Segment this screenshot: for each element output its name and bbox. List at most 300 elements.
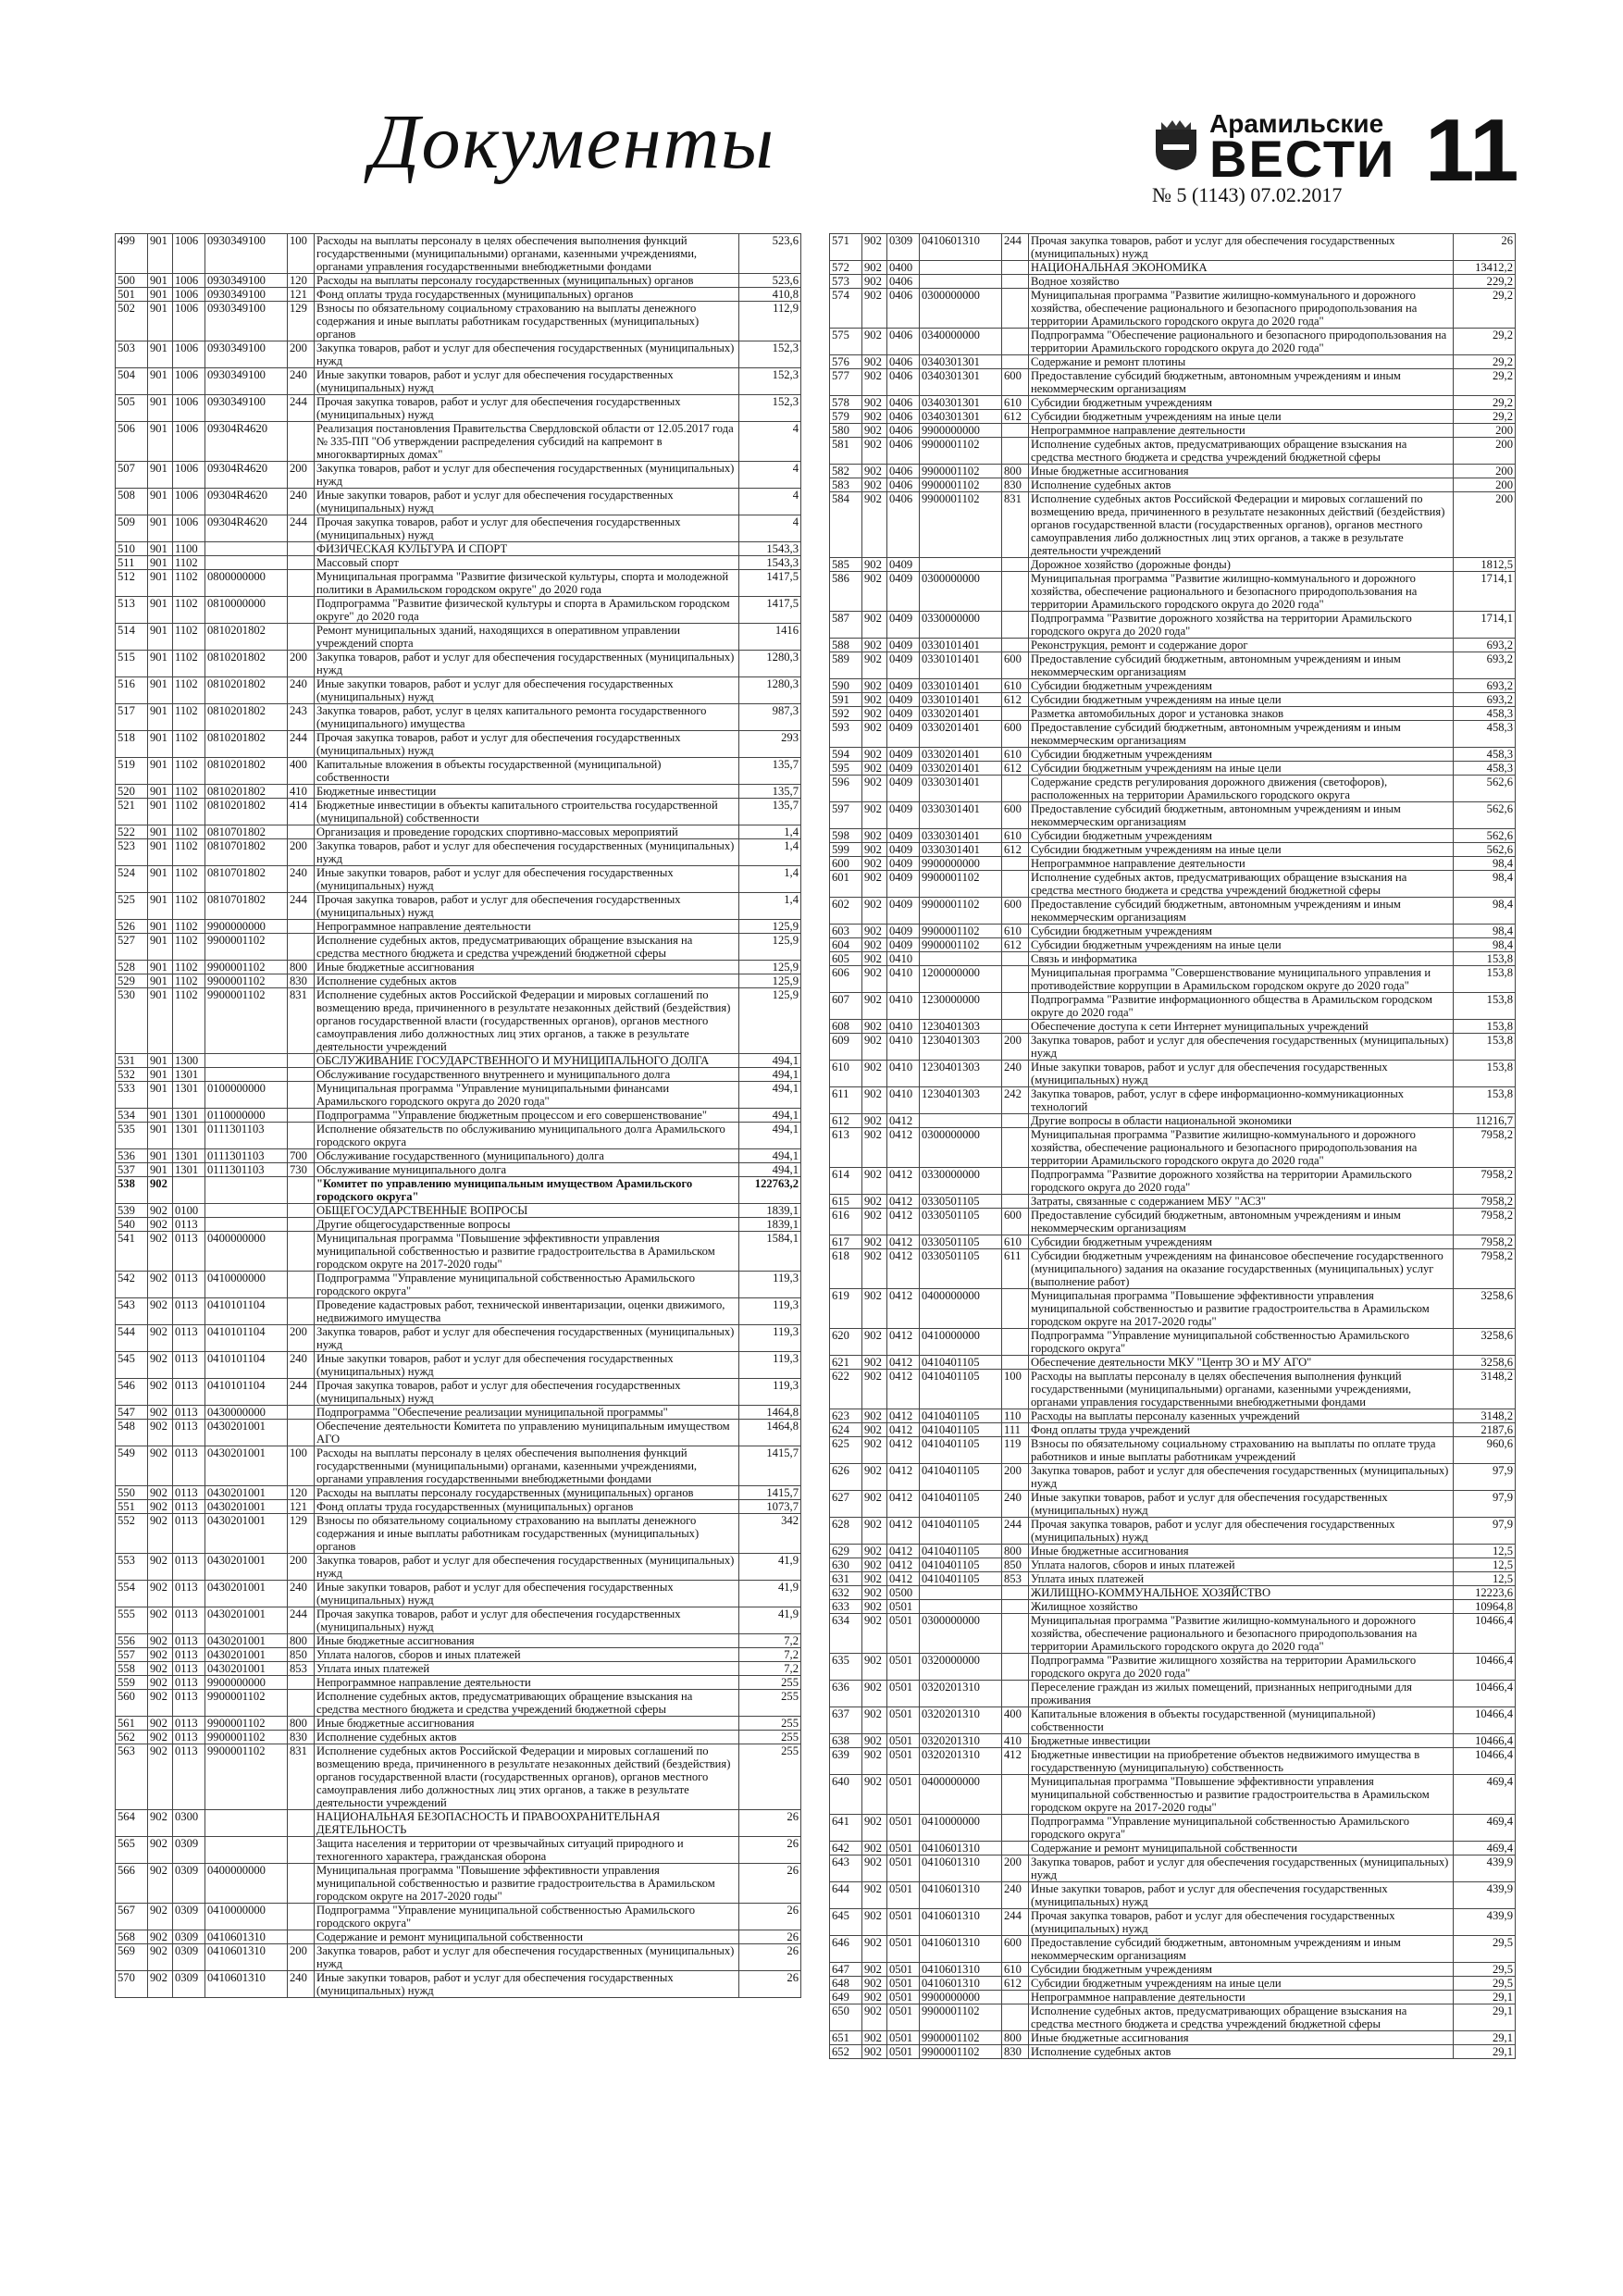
admin-code: 902 [862,1114,887,1128]
admin-code: 901 [148,624,173,651]
target-code: 0330000000 [920,612,1002,639]
target-code: 0430201001 [205,1486,288,1500]
row-amount: 1,4 [739,825,801,839]
expense-type-code [1002,1654,1029,1681]
expense-type-code: 200 [288,651,315,677]
admin-code: 902 [862,1600,887,1614]
row-amount: 29,1 [1454,2004,1516,2031]
admin-code: 901 [148,799,173,825]
row-description: Прочая закупка товаров, работ и услуг для обеспечения государственных (муниципальных) нужд [315,395,739,422]
section-code: 1006 [173,234,205,274]
target-code: 0430201001 [205,1662,288,1676]
table-row [830,925,1516,938]
row-description: Непрограммное направление деятельности [1029,1991,1454,2004]
table-row [116,624,801,651]
row-amount: 29,1 [1454,2031,1516,2045]
row-number: 581 [830,438,862,465]
row-number: 539 [116,1204,148,1218]
row-description: Муниципальная программа "Развитие жилищно-коммунального и дорожного хозяйства, обеспечение рационального и безопасного природопользования на территории Арамильского городского округа до 2020 года" [1029,1128,1454,1168]
row-number: 572 [830,261,862,275]
table-row [830,1842,1516,1855]
target-code: 9900001102 [920,478,1002,492]
table-row [116,1904,801,1930]
row-description: Прочая закупка товаров, работ и услуг для обеспечения государственных (муниципальных) нужд [1029,1518,1454,1545]
row-number: 627 [830,1491,862,1518]
target-code: 0410401105 [920,1464,1002,1491]
table-row [830,1775,1516,1815]
target-code: 9900001102 [920,465,1002,478]
table-row [116,570,801,597]
target-code: 0930349100 [205,395,288,422]
table-row [116,1810,801,1837]
row-amount: 469,4 [1454,1775,1516,1815]
row-number: 621 [830,1356,862,1370]
admin-code: 901 [148,974,173,988]
row-number: 547 [116,1406,148,1420]
row-number: 571 [830,234,862,261]
row-amount: 10466,4 [1454,1707,1516,1734]
row-description: Иные бюджетные ассигнования [315,961,739,974]
row-description: Бюджетные инвестиции в объекты капитального строительства государственной (муниципальной) собственности [315,799,739,825]
target-code: 0930349100 [205,234,288,274]
row-description: Исполнение судебных актов [315,1731,739,1744]
logo-title-main: ВЕСТИ [1209,130,1396,188]
admin-code: 902 [862,1815,887,1842]
row-number: 564 [116,1810,148,1837]
row-number: 533 [116,1082,148,1109]
row-description: Расходы на выплаты персоналу в целях обеспечения выполнения функций государственными (муниципальными) органами, казенными учреждениями, органами управления государственными внебюджетными фондами [315,1446,739,1486]
table-row [116,839,801,866]
admin-code: 901 [148,288,173,302]
row-number: 585 [830,558,862,572]
section-code: 1006 [173,515,205,542]
target-code [920,952,1002,966]
row-description: Субсидии бюджетным учреждениям [1029,679,1454,693]
row-amount: 7958,2 [1454,1209,1516,1235]
row-number: 544 [116,1325,148,1352]
admin-code: 902 [148,1446,173,1486]
row-number: 522 [116,825,148,839]
section-code: 1100 [173,542,205,556]
table-row [116,234,801,274]
table-row [116,1272,801,1298]
expense-type-code: 610 [1002,1235,1029,1249]
row-description: Подпрограмма "Управление муниципальной собственностью Арамильского городского округа" [1029,1329,1454,1356]
expense-type-code: 612 [1002,938,1029,952]
table-row [116,651,801,677]
row-amount: 458,3 [1454,721,1516,748]
admin-code: 902 [862,857,887,871]
section-code: 0113 [173,1406,205,1420]
row-amount: 26 [1454,234,1516,261]
admin-code: 901 [148,1149,173,1163]
row-amount: 153,8 [1454,1020,1516,1034]
row-description: Закупка товаров, работ и услуг для обеспечения государственных (муниципальных) нужд [315,1325,739,1352]
target-code: 0111301103 [205,1149,288,1163]
row-amount: 153,8 [1454,993,1516,1020]
target-code: 0930349100 [205,341,288,368]
admin-code: 901 [148,462,173,489]
admin-code: 901 [148,920,173,934]
admin-code: 902 [862,2045,887,2059]
section-code: 0410 [887,1034,920,1061]
table-row [830,707,1516,721]
section-code: 0309 [173,1971,205,1998]
table-row [116,1837,801,1864]
row-amount: 200 [1454,438,1516,465]
section-code: 0412 [887,1329,920,1356]
issue-info: № 5 (1143) 07.02.2017 [1152,183,1343,206]
section-code: 1301 [173,1082,205,1109]
row-number: 614 [830,1168,862,1195]
table-row [830,1437,1516,1464]
row-description: Другие вопросы в области национальной экономики [1029,1114,1454,1128]
table-row [116,866,801,893]
target-code: 0430000000 [205,1406,288,1420]
section-code: 0409 [887,898,920,925]
target-code: 0300000000 [920,1614,1002,1654]
expense-type-code [1002,1195,1029,1209]
row-description: Иные закупки товаров, работ и услуг для обеспечения государственных (муниципальных) нужд [315,1581,739,1607]
target-code: 0340301301 [920,396,1002,410]
section-code: 0501 [887,1882,920,1909]
table-row [116,677,801,704]
target-code [920,558,1002,572]
row-amount: 1417,5 [739,597,801,624]
row-amount: 29,2 [1454,355,1516,369]
table-row [830,572,1516,612]
table-row [830,2045,1516,2059]
section-code: 1006 [173,274,205,288]
table-row [116,1662,801,1676]
expense-type-code [288,934,315,961]
expense-type-code [1002,1114,1029,1128]
row-number: 586 [830,572,862,612]
row-description: Подпрограмма "Обеспечение рационального и безопасного природопользования на территории Арамильского городского округа до 2020 года" [1029,329,1454,355]
target-code: 0410601310 [205,1971,288,1998]
row-amount: 494,1 [739,1163,801,1177]
target-code: 0810000000 [205,597,288,624]
section-code: 0501 [887,1600,920,1614]
expense-type-code [1002,329,1029,355]
expense-type-code [288,624,315,651]
expense-type-code [1002,1991,1029,2004]
admin-code: 901 [148,1163,173,1177]
table-row [116,1514,801,1554]
table-row [830,261,1516,275]
row-description: Непрограммное направление деятельности [315,920,739,934]
table-row [116,961,801,974]
expense-type-code: 400 [1002,1707,1029,1734]
row-description: Фонд оплаты труда государственных (муниципальных) органов [315,288,739,302]
row-amount: 10466,4 [1454,1748,1516,1775]
row-amount: 494,1 [739,1109,801,1123]
target-code: 0330301401 [920,802,1002,829]
table-row [116,1971,801,1998]
row-amount: 29,2 [1454,396,1516,410]
table-row [116,462,801,489]
admin-code: 902 [148,1272,173,1298]
table-row [116,1379,801,1406]
row-amount: 135,7 [739,799,801,825]
target-code: 0410601310 [205,1944,288,1971]
target-code: 0330501105 [920,1195,1002,1209]
row-description: Затраты, связанные с содержанием МБУ "АСЗ" [1029,1195,1454,1209]
admin-code: 902 [862,1545,887,1558]
admin-code: 902 [862,410,887,424]
section-code: 1301 [173,1068,205,1082]
row-number: 537 [116,1163,148,1177]
row-description: Исполнение судебных актов, предусматривающих обращение взыскания на средства местного бюджета и средства учреждений бюджетной сферы [1029,871,1454,898]
expense-type-code: 830 [1002,2045,1029,2059]
expense-type-code: 853 [288,1662,315,1676]
target-code: 0930349100 [205,368,288,395]
row-number: 523 [116,839,148,866]
row-number: 588 [830,639,862,652]
admin-code: 902 [148,1731,173,1744]
table-row [116,1864,801,1904]
row-number: 535 [116,1123,148,1149]
table-row [830,1195,1516,1209]
section-code: 0409 [887,776,920,802]
row-amount: 3258,6 [1454,1289,1516,1329]
row-amount: 1839,1 [739,1218,801,1232]
table-row [830,478,1516,492]
row-description: Субсидии бюджетным учреждениям [1029,396,1454,410]
row-amount: 960,6 [1454,1437,1516,1464]
row-number: 500 [116,274,148,288]
row-description: Массовый спорт [315,556,739,570]
row-description: Непрограммное направление деятельности [1029,424,1454,438]
row-description: Муниципальная программа "Развитие жилищно-коммунального и дорожного хозяйства, обеспечение рационального и безопасного природопользования на территории Арамильского городского округа до 2020 года" [1029,289,1454,329]
row-number: 599 [830,843,862,857]
row-description: Субсидии бюджетным учреждениям [1029,748,1454,762]
admin-code: 901 [148,934,173,961]
admin-code: 902 [148,1406,173,1420]
row-number: 543 [116,1298,148,1325]
target-code: 9900001102 [920,438,1002,465]
target-code [205,1177,288,1204]
expense-type-code [288,1864,315,1904]
row-amount: 7,2 [739,1648,801,1662]
target-code: 0410401105 [920,1437,1002,1464]
row-number: 604 [830,938,862,952]
row-number: 499 [116,234,148,274]
admin-code: 902 [862,1558,887,1572]
expense-type-code: 612 [1002,693,1029,707]
expense-type-code: 850 [1002,1558,1029,1572]
row-number: 606 [830,966,862,993]
row-amount: 200 [1454,424,1516,438]
expense-type-code [1002,639,1029,652]
section-code: 0410 [887,966,920,993]
section-code: 0309 [173,1837,205,1864]
section-code: 0113 [173,1218,205,1232]
expense-type-code: 244 [288,1607,315,1634]
admin-code: 902 [862,748,887,762]
admin-code: 902 [148,1204,173,1218]
row-amount: 494,1 [739,1123,801,1149]
row-description: Подпрограмма "Управление муниципальной собственностью Арамильского городского округа" [315,1904,739,1930]
row-amount: 125,9 [739,934,801,961]
table-row [116,1486,801,1500]
expense-type-code: 831 [288,1744,315,1810]
row-number: 632 [830,1586,862,1600]
expense-type-code: 200 [1002,1464,1029,1491]
row-number: 557 [116,1648,148,1662]
table-row [830,1681,1516,1707]
row-amount: 523,6 [739,234,801,274]
row-amount: 439,9 [1454,1882,1516,1909]
row-description: Субсидии бюджетным учреждениям на иные цели [1029,843,1454,857]
expense-type-code [288,556,315,570]
expense-type-code [1002,871,1029,898]
row-amount: 26 [739,1971,801,1998]
row-amount: 1,4 [739,839,801,866]
target-code: 9900001102 [205,1717,288,1731]
target-code [205,1054,288,1068]
table-row [116,1068,801,1082]
row-number: 511 [116,556,148,570]
admin-code: 901 [148,839,173,866]
row-description: Иные закупки товаров, работ и услуг для обеспечения государственных (муниципальных) нужд [315,866,739,893]
row-number: 518 [116,731,148,758]
row-number: 634 [830,1614,862,1654]
target-code: 0110000000 [205,1109,288,1123]
target-code: 0400000000 [920,1775,1002,1815]
admin-code: 902 [148,1177,173,1204]
row-description: НАЦИОНАЛЬНАЯ ЭКОНОМИКА [1029,261,1454,275]
table-row [830,1600,1516,1614]
target-code: 9900001102 [920,938,1002,952]
admin-code: 902 [862,465,887,478]
row-number: 579 [830,410,862,424]
table-row [116,1298,801,1325]
row-number: 558 [116,1662,148,1676]
target-code: 1230401303 [920,1020,1002,1034]
row-description: Иные закупки товаров, работ и услуг для обеспечения государственных (муниципальных) нужд [1029,1882,1454,1909]
row-number: 625 [830,1437,862,1464]
table-row [830,721,1516,748]
table-row [830,558,1516,572]
section-code: 0409 [887,748,920,762]
row-description: Исполнение судебных актов Российской Федерации и мировых соглашений по возмещению вреда, причиненного в результате незаконных действий (бездействия) органов государственной власти (государственных органов), органов местного самоуправления либо должностных лиц этих органов, а также в результате деятельности учреждений [315,988,739,1054]
row-amount: 153,8 [1454,952,1516,966]
section-code: 0113 [173,1514,205,1554]
admin-code: 902 [862,1370,887,1409]
row-amount: 10964,8 [1454,1600,1516,1614]
table-row [830,966,1516,993]
table-row [830,1572,1516,1586]
row-description: Подпрограмма "Развитие физической культуры и спорта в Арамильском городском округе" до 2020 года [315,597,739,624]
target-code: 0330301401 [920,829,1002,843]
admin-code: 902 [862,993,887,1020]
target-code: 09304R4620 [205,515,288,542]
row-amount: 7958,2 [1454,1235,1516,1249]
expense-type-code: 119 [1002,1437,1029,1464]
target-code: 0410101104 [205,1379,288,1406]
table-row [830,410,1516,424]
admin-code: 901 [148,597,173,624]
row-number: 650 [830,2004,862,2031]
section-code: 0113 [173,1648,205,1662]
row-amount: 7958,2 [1454,1249,1516,1289]
section-code: 0501 [887,1815,920,1842]
table-row [830,1209,1516,1235]
table-row [116,1607,801,1634]
row-description: Ремонт муниципальных зданий, находящихся в оперативном управлении учреждений спорта [315,624,739,651]
row-amount: 26 [739,1930,801,1944]
row-amount: 122763,2 [739,1177,801,1204]
row-number: 574 [830,289,862,329]
row-description: Проведение кадастровых работ, технической инвентаризации, оценки движимого, недвижимого имущества [315,1298,739,1325]
expense-type-code [1002,2004,1029,2031]
expense-type-code: 121 [288,1500,315,1514]
section-code: 1006 [173,288,205,302]
target-code: 0300000000 [920,1128,1002,1168]
target-code: 0330501105 [920,1209,1002,1235]
admin-code: 902 [862,1356,887,1370]
row-description: Исполнение судебных актов [315,974,739,988]
row-amount: 125,9 [739,974,801,988]
row-number: 637 [830,1707,862,1734]
row-amount: 1415,7 [739,1486,801,1500]
row-description: Закупка товаров, работ, услуг в целях капитального ремонта государственного (муниципального) имущества [315,704,739,731]
expense-type-code [1002,776,1029,802]
target-code: 0330101401 [920,639,1002,652]
table-row [830,1128,1516,1168]
expense-type-code: 240 [288,1971,315,1998]
admin-code: 902 [862,966,887,993]
section-title: Документы [370,99,776,185]
table-row [116,1218,801,1232]
row-amount: 1073,7 [739,1500,801,1514]
row-number: 563 [116,1744,148,1810]
admin-code: 901 [148,515,173,542]
admin-code: 902 [862,1087,887,1114]
expense-type-code [288,1930,315,1944]
section-code: 1006 [173,422,205,462]
target-code: 0930349100 [205,288,288,302]
section-code: 1102 [173,974,205,988]
section-code: 0309 [887,234,920,261]
admin-code: 902 [862,2031,887,2045]
expense-type-code [1002,612,1029,639]
row-amount: 97,9 [1454,1518,1516,1545]
expense-type-code [288,597,315,624]
row-number: 590 [830,679,862,693]
expense-type-code: 244 [288,893,315,920]
table-row [830,492,1516,558]
section-code: 1006 [173,368,205,395]
row-amount: 3148,2 [1454,1409,1516,1423]
target-code: 0410401105 [920,1491,1002,1518]
target-code: 0340301301 [920,410,1002,424]
row-description: Подпрограмма "Развитие информационного общества в Арамильском городском округе до 2020 года" [1029,993,1454,1020]
target-code: 0330101401 [920,652,1002,679]
row-description: Бюджетные инвестиции [315,785,739,799]
row-description: Иные закупки товаров, работ и услуг для обеспечения государственных (муниципальных) нужд [315,1971,739,1998]
admin-code: 902 [862,438,887,465]
target-code: 0410601310 [920,1963,1002,1977]
expense-type-code: 240 [288,368,315,395]
section-code: 1102 [173,988,205,1054]
row-description: Исполнение судебных актов, предусматривающих обращение взыскания на средства местного бюджета и средства учреждений бюджетной сферы [315,1690,739,1717]
table-row [116,758,801,785]
table-row [116,341,801,368]
admin-code: 902 [862,1855,887,1882]
expense-type-code [1002,275,1029,289]
